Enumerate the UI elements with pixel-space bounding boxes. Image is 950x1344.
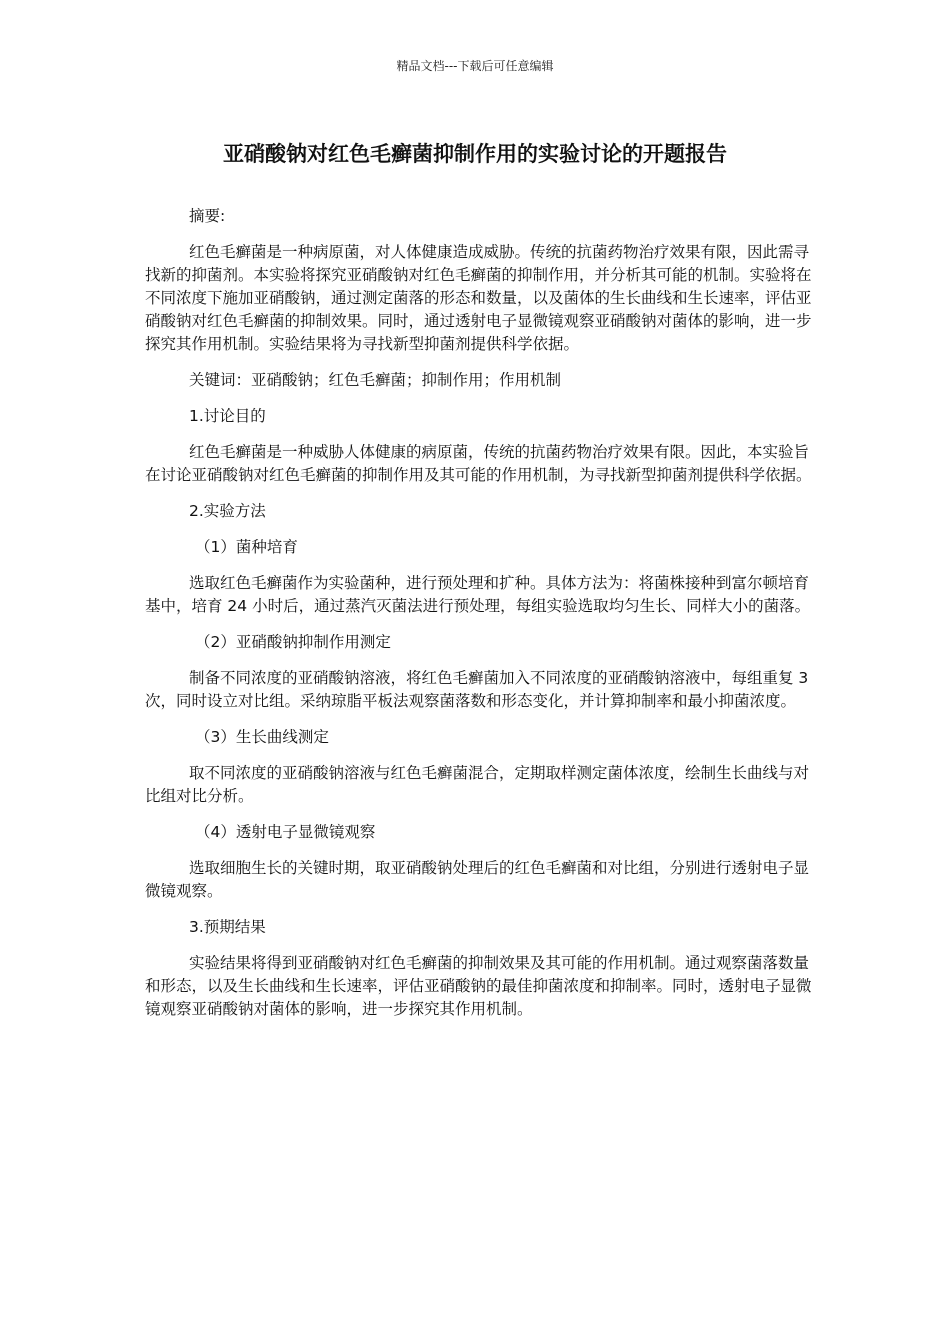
subsection-heading-inhibition: （2）亚硝酸钠抑制作用测定 — [195, 633, 391, 651]
subsection-text-inhibition: 制备不同浓度的亚硝酸钠溶液，将红色毛癣菌加入不同浓度的亚硝酸钠溶液中，每组重复 3 次，同时设立对比组。采纳琼脂平板法观察菌落数和形态变化，并计算抑制率和最小抑菌浓度。 — [145, 669, 809, 710]
header-note: 精品文档---下载后可任意编辑 — [396, 59, 554, 73]
subsection-text-tem: 选取细胞生长的关键时期，取亚硝酸钠处理后的红色毛癣菌和对比组，分别进行透射电子显微镜观察。 — [145, 859, 810, 900]
subsection-heading-culture: （1）菌种培育 — [195, 538, 298, 556]
subsection-text-culture: 选取红色毛癣菌作为实验菌种，进行预处理和扩种。具体方法为：将菌株接种到富尔顿培育基中，培育 24 小时后，通过蒸汽灭菌法进行预处理，每组实验选取均匀生长、同样大小的菌落。 — [145, 574, 811, 615]
section-text-purpose: 红色毛癣菌是一种威胁人体健康的病原菌，传统的抗菌药物治疗效果有限。因此，本实验旨在讨论亚硝酸钠对红色毛癣菌的抑制作用及其可能的作用机制，为寻找新型抑菌剂提供科学依据。 — [145, 443, 812, 484]
section-heading-purpose: 1.讨论目的 — [189, 407, 266, 425]
subsection-heading-tem: （4）透射电子显微镜观察 — [195, 823, 376, 841]
keywords: 关键词：亚硝酸钠；红色毛癣菌；抑制作用；作用机制 — [189, 371, 562, 389]
document-title: 亚硝酸钠对红色毛癣菌抑制作用的实验讨论的开题报告 — [223, 142, 727, 166]
section-heading-methods: 2.实验方法 — [189, 502, 266, 520]
subsection-text-growth-curve: 取不同浓度的亚硝酸钠溶液与红色毛癣菌混合，定期取样测定菌体浓度，绘制生长曲线与对比组对比分析。 — [145, 764, 810, 805]
section-heading-expected-results: 3.预期结果 — [189, 918, 266, 936]
subsection-heading-growth-curve: （3）生长曲线测定 — [195, 728, 329, 746]
abstract-text: 红色毛癣菌是一种病原菌，对人体健康造成威胁。传统的抗菌药物治疗效果有限，因此需寻找新的抑菌剂。本实验将探究亚硝酸钠对红色毛癣菌的抑制作用，并分析其可能的机制。实验将在不同浓度下施加亚硝酸钠，通过测定菌落的形态和数量，以及菌体的生长曲线和生长速率，评估亚硝酸钠对红色毛癣菌的抑制效果。同时，通过透射电子显微镜观察亚硝酸钠对菌体的影响，进一步探究其作用机制。实验结果将为寻找新型抑菌剂提供科学依据。 — [145, 243, 812, 353]
document-body — [145, 205, 813, 1034]
section-text-expected-results: 实验结果将得到亚硝酸钠对红色毛癣菌的抑制效果及其可能的作用机制。通过观察菌落数量和形态，以及生长曲线和生长速率，评估亚硝酸钠的最佳抑菌浓度和抑制率。同时，透射电子显微镜观察亚硝酸钠对菌体的影响，进一步探究其作用机制。 — [145, 954, 812, 1018]
abstract-label: 摘要: — [189, 207, 226, 225]
